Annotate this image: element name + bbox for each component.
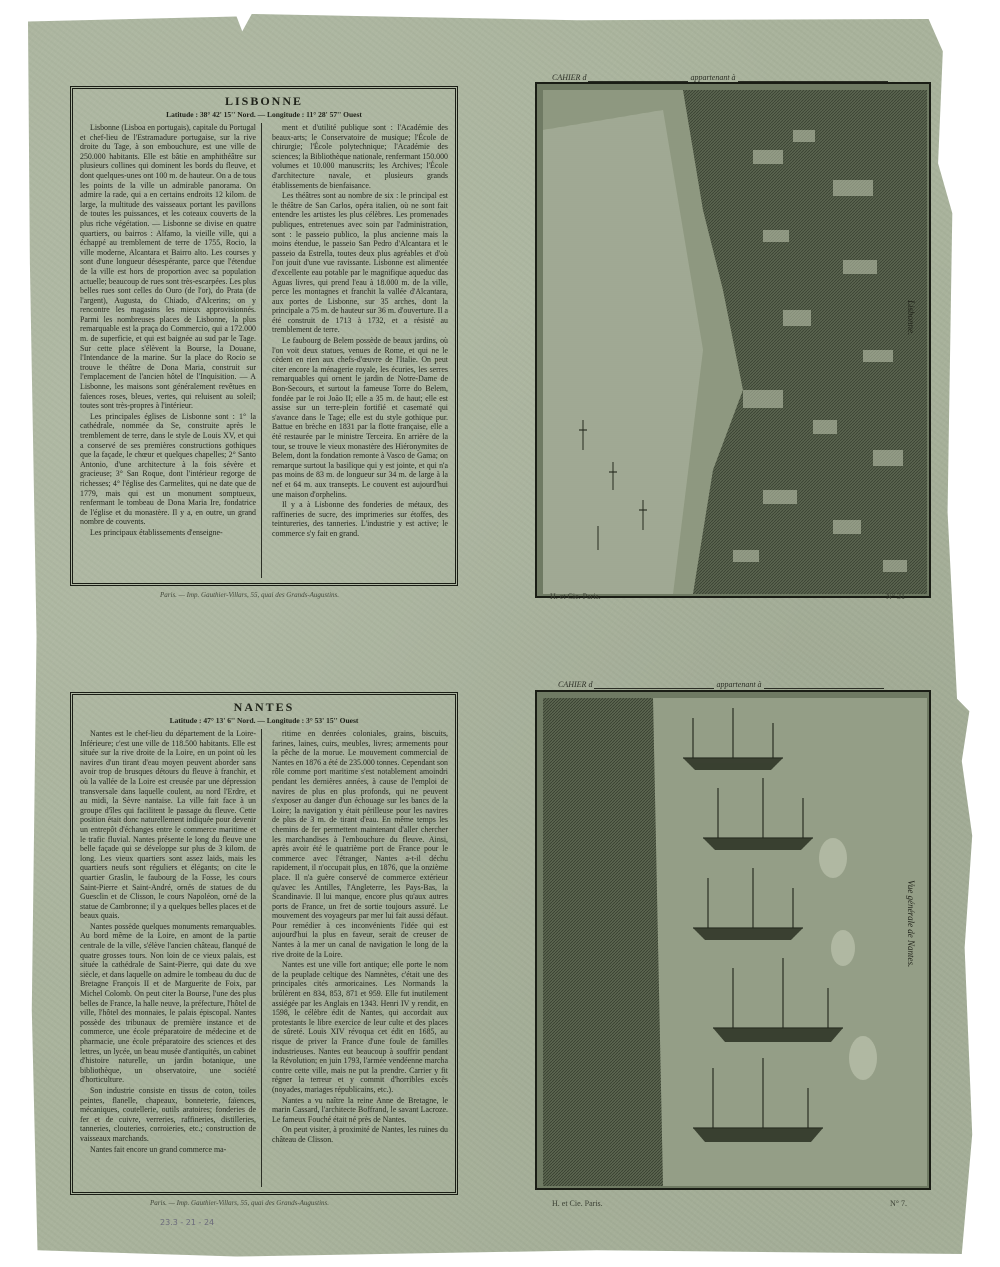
lisbon-plate-number: N° 31 [886, 592, 905, 601]
paragraph: ritime en denrées coloniales, grains, biscuits, farines, laines, cuirs, meubles, livres; armements pour la pêche de la morue. Le mouvement commercial de Nantes en 1876 a été de 235.000 tonnes. Cependant son rôle comme port maritime s'est notablement amoindri pendant les dernières années, à cause de l'emploi de navires de plus en plus profonds, qui ne peuvent s'exposer au danger d'un échouage sur les bancs de la Loire; la navigation y était périlleuse pour les navires de plus de 3 m. de tirant d'eau. En même temps les chemins de fer permettent maintenant d'aller chercher les marchandises à l'embouchure du fleuve. Ainsi, après avoir été le quatrième port de France pour le commerce avec l'étranger, Nantes a-t-il déchu rapidement, il n'occupait plus, en 1876, que la onzième place. Il n'a guère conservé de commerce extérieur qu'avec les Antilles, l'Angleterre, les Pays-Bas, la Scandinavie. Il lui manque, encore plus qu'aux autres ports de France, un fret de sortie toujours assuré. Le mouvement des voyageurs par mer lui fait aussi défaut. Pour remédier à ces inconvénients l'idée qui est aujourd'hui la plus en faveur, serait de creuser de Nantes à la mer un canal de navigation le long de la rive droite de la Loire. [272, 729, 448, 959]
lisbon-imprint: Paris. — Imp. Gauthier-Villars, 55, quai des Grands-Augustins. [160, 591, 340, 599]
paragraph: Nantes a vu naître la reine Anne de Bretagne, le marin Cassard, l'architecte Boffrand, le savant Lacroze. Le fameux Fouché était né près de Nantes. [272, 1095, 448, 1124]
pencil-stamp: 23.3 - 21 - 24 [160, 1218, 215, 1227]
cahier-label: CAHIER d [552, 73, 587, 82]
nantes-cahier-line [558, 680, 884, 689]
paragraph: Les principales églises de Lisbonne sont : 1° la cathédrale, nommée da Se, construite après le tremblement de terre, dans le style de Louis XV, et qui a conservé de ses premières constructions gothiques que la façade, le chœur et quelques chapelles; 2° Santo Antonio, d'une architecture à la fois sévère et gracieuse; 3° San Roque, dont l'intérieur regorge de richesses; 4° l'église des Carmelites, qui ne date que de 1779, mais qui est un monument somptueux, renfermant le tombeau de Dona Maria Ire, fondatrice de l'église et du monastère. Il y a, en outre, un grand nombre de couvents. [80, 411, 256, 527]
paragraph: On peut visiter, à proximité de Nantes, les ruines du château de Clisson. [272, 1125, 448, 1144]
paragraph: ment et d'utilité publique sont : l'Académie des beaux-arts; le Conservatoire de musique; l'École de chirurgie; l'École polytechnique; l'Académie des sciences; la Bibliothèque nationale, renfermant 150.000 volumes et 10.000 manuscrits; les Archives; l'École d'architecture navale, et plusieurs grands établissements de bienfaisance. [272, 123, 448, 190]
blank-rule [594, 681, 714, 689]
cahier-label: CAHIER d [558, 680, 593, 689]
nantes-plate-number: N° 7. [890, 1199, 907, 1208]
lisbon-caption: Lisbonne. [906, 300, 916, 336]
lisbon-engraving [535, 82, 931, 598]
nantes-column-right [272, 729, 448, 1187]
lisbon-column-right [272, 123, 448, 578]
paragraph: Nantes est une ville fort antique; elle porte le nom de la peuplade celtique des Namnètes, c'était une des principales cités armoricaines. Les Normands la brûlèrent en 834, 853, 871 et 959. Elle fut inutilement assiégée par les Anglais en 1343. Henri IV y rendit, en 1598, le célèbre édit de Nantes, qui accordait aux protestants le libre exercice de leur culte et des places de sûreté. Louis XIV révoqua cet édit en 1685, au risque de priver la France d'une foule de familles industrieuses. Nantes eut beaucoup à souffrir pendant la Révolution; en juin 1793, l'armée vendéenne marcha contre cette ville, mais ne put la prendre. Carrier y fit régner la terreur et y commit d'horribles excès (noyades, mariages républicains, etc.). [272, 960, 448, 1094]
paragraph: Il y a à Lisbonne des fonderies de métaux, des raffineries de sucre, des imprimeries sur étoffes, des teintureries, des tanneries. L'industrie y est active; le commerce s'y fait en grand. [272, 500, 448, 538]
owner-label: appartenant à [716, 680, 762, 689]
paragraph: Son industrie consiste en tissus de coton, toiles peintes, flanelle, chapeaux, bonneterie, faïences, mécaniques, coutellerie, outils aratoires; fonderies de fer et de cuivre, verreries, raffineries, distilleries, tanneries, clouteries, corroieries, etc.; construction de vaisseaux marchands. [80, 1085, 256, 1143]
lisbon-column-left [80, 123, 262, 578]
paragraph: Les principaux établissements d'enseigne- [90, 527, 223, 537]
nantes-publisher: H. et Cie. Paris. [552, 1199, 603, 1208]
paragraph: Nantes est le chef-lieu du département de la Loire-Inférieure; c'est une ville de 118.500 habitants. Elle est située sur la rive droite de la Loire, en un point où les navires d'un tirant d'eau moyen peuvent aborder sans avoir trop de brusques détours du fleuve à franchir, et où la vallée de la Loire est creusée par une dépression transversale dans laquelle coulent, au nord l'Erdre, et au midi, la Sèvre nantaise. La ville fait face à un groupe d'îles qui facilitent le passage du fleuve. Cette position était donc naturellement indiquée pour devenir un entrepôt d'échanges entre le commerce maritime et le trafic fluvial. Nantes présente le long du fleuve une belle façade qui se développe sur plus de 3 kilom. de long. Les vieux quartiers sont assez laids, mais les quartiers neufs sont réguliers et élégants; on cite le quartier Graslin, le faubourg de la Fosse, les cours Saint-Pierre et Saint-André, ornés de statues de du Guesclin et de Clisson, le cours Napoléon, orné de la statue de Cambronne; il y a quelques belles places et de beaux quais. [80, 729, 256, 921]
lisbon-publisher: H. et Cie. Paris. [550, 592, 601, 601]
lisbon-cahier-line [552, 73, 888, 82]
paragraph: Nantes fait encore un grand commerce ma- [90, 1144, 227, 1154]
nantes-text-panel [70, 692, 458, 1195]
paragraph: Les théâtres sont au nombre de six : le principal est le théâtre de San Carlos, opéra italien, où ne sont fait entendre les artistes les plus célèbres. Les promenades publiques, entretenues avec soin par l'administration, sont : le passeio publico, la plus ancienne mais la moins étendue, le passeio San Pedro d'Alcantara et le passeio da Estrella, toutes deux plus agréables et d'où l'on jouit d'une vue ravissante. Lisbonne est alimentée d'excellente eau potable par le magnifique aqueduc das Aguas livres, qui prend l'eau à 18.000 m. de la ville, perce les montagnes et franchit la vallée d'Alcantara, aux portes de Lisbonne, sur 35 arches, dont la principale a 75 m. de hauteur sur 36 m. d'ouverture. Il a été construit de 1713 à 1732, et a résisté au tremblement de terre. [272, 191, 448, 335]
paragraph: Lisbonne (Lisboa en portugais), capitale du Portugal et chef-lieu de l'Estramadure portugaise, sur la rive droite du Tage, à son embouchure, est une ville de 250.000 habitants. Elle est bâtie en amphithéâtre sur plusieurs collines qui dominent les bords du fleuve, et dont quelques-unes ont 100 m. de hauteur. On a de tous les points de la ville un admirable panorama. On admire la rade, qui a en certains endroits 12 kilom. de large, la multitude des vaisseaux portant les pavillons de toutes les puissances, et les coteaux couverts de la plus riche végétation. — Lisbonne se divise en quatre quartiers, ou bairros : Alfamo, la vieille ville, qui a échappé au tremblement de terre de 1755, Rocio, la ville moderne, Alcantara et Bairro alto. Les courses y sont d'une longueur désespérante, parce que l'étendue de la ville est hors de proportion avec sa population actuelle; beaucoup de rues sont très-escarpées. Les plus belles rues sont celles do Ouro (de l'or), do Prata (de l'argent), Augusta, do Chiado, d'Alcerins; on y rencontre les magasins les mieux approvisionnés. Parmi les nombreuses places de Lisbonne, la plus remarquable est la praça do Commercio, qui a 172.000 m. de superficie, et qui est baignée au sud par le Tage. Sur cette place s'élèvent la Bourse, la Douane, l'Intendance de la marine. Sur la place do Rocio se trouve le théâtre de Dona Maria, construit sur l'emplacement de l'ancien hôtel de l'Inquisition. — A Lisbonne, les maisons sont généralement revêtues en faïences roses, bleues, vertes, qui reluisent au soleil; toutes sont très-propres à l'intérieur. [80, 123, 256, 411]
nantes-title: NANTES [233, 700, 295, 714]
lisbon-coordinates: Latitude : 38° 42' 15'' Nord. — Longitude : 11° 28' 57'' Ouest [166, 110, 362, 119]
lisbon-title: LISBONNE [224, 94, 304, 108]
blank-rule [738, 74, 888, 82]
nantes-engraving [535, 690, 931, 1190]
lisbon-text-panel [70, 86, 458, 586]
blank-rule [588, 74, 688, 82]
paragraph: Le faubourg de Belem possède de beaux jardins, où l'on voit deux statues, venues de Rome, et qui ne le cèdent en rien aux chefs-d'œuvre de l'Italie. On peut citer encore la ménagerie royale, les écuries, les serres remarquables qui ornent le jardin de Notre-Dame de Bon-Secours, et surtout la fameuse Torre do Belem, fondée par le roi João II; elle a 35 m. de haut; elle est assise sur un terre-plein fortifié et casematé qui s'avance dans le Tage; elle est du style gothique pur. Battue en brèche en 1831 par la flotte française, elle a été restaurée par le ministre Terceira. En arrière de la tour, se trouve le vieux monastère des Hiéronymites de Belem, dont la fondation remonte à Vasco de Gama; on remarque surtout la basilique qui y est jointe, et qui n'a pas moins de 83 m. de longueur sur 34 m. de large à la nef et 64 m. aux transepts. Le couvent est aujourd'hui une maison d'orphelins. [272, 336, 448, 499]
nantes-engraving-art [543, 698, 927, 1186]
lisbon-engraving-art [543, 90, 927, 594]
nantes-caption: Vue générale de Nantes. [906, 880, 916, 968]
owner-label: appartenant à [690, 73, 736, 82]
nantes-column-left [80, 729, 262, 1187]
nantes-imprint: Paris. — Imp. Gauthier-Villars, 55, quai des Grands-Augustins. [150, 1199, 330, 1207]
blank-rule [764, 681, 884, 689]
nantes-coordinates: Latitude : 47° 13' 6'' Nord. — Longitude : 3° 53' 15'' Ouest [169, 716, 359, 725]
paragraph: Nantes possède quelques monuments remarquables. Au bord même de la Loire, en amont de la partie centrale de la ville, s'élève l'ancien château, flanqué de quatre grosses tours. Non loin de ce vieux palais, est située la cathédrale de Saint-Pierre, qui date du xve siècle, et dans laquelle on admire le tombeau du duc de Bretagne François II et de Marguerite de Foix, par Michel Colomb. On peut citer la Bourse, l'une des plus belles de France, la halle neuve, la préfecture, l'hôtel de ville, l'hôtel des monnaies, le palais épiscopal. Nantes possède des tribunaux de première instance et de commerce, une école préparatoire de médecine et de pharmacie, une école préparatoire des sciences et des lettres, un lycée, un beau musée d'antiquités, un cabinet d'histoire naturelle, un jardin botanique, une bibliothèque, un observatoire, une société d'horticulture. [80, 921, 256, 1085]
